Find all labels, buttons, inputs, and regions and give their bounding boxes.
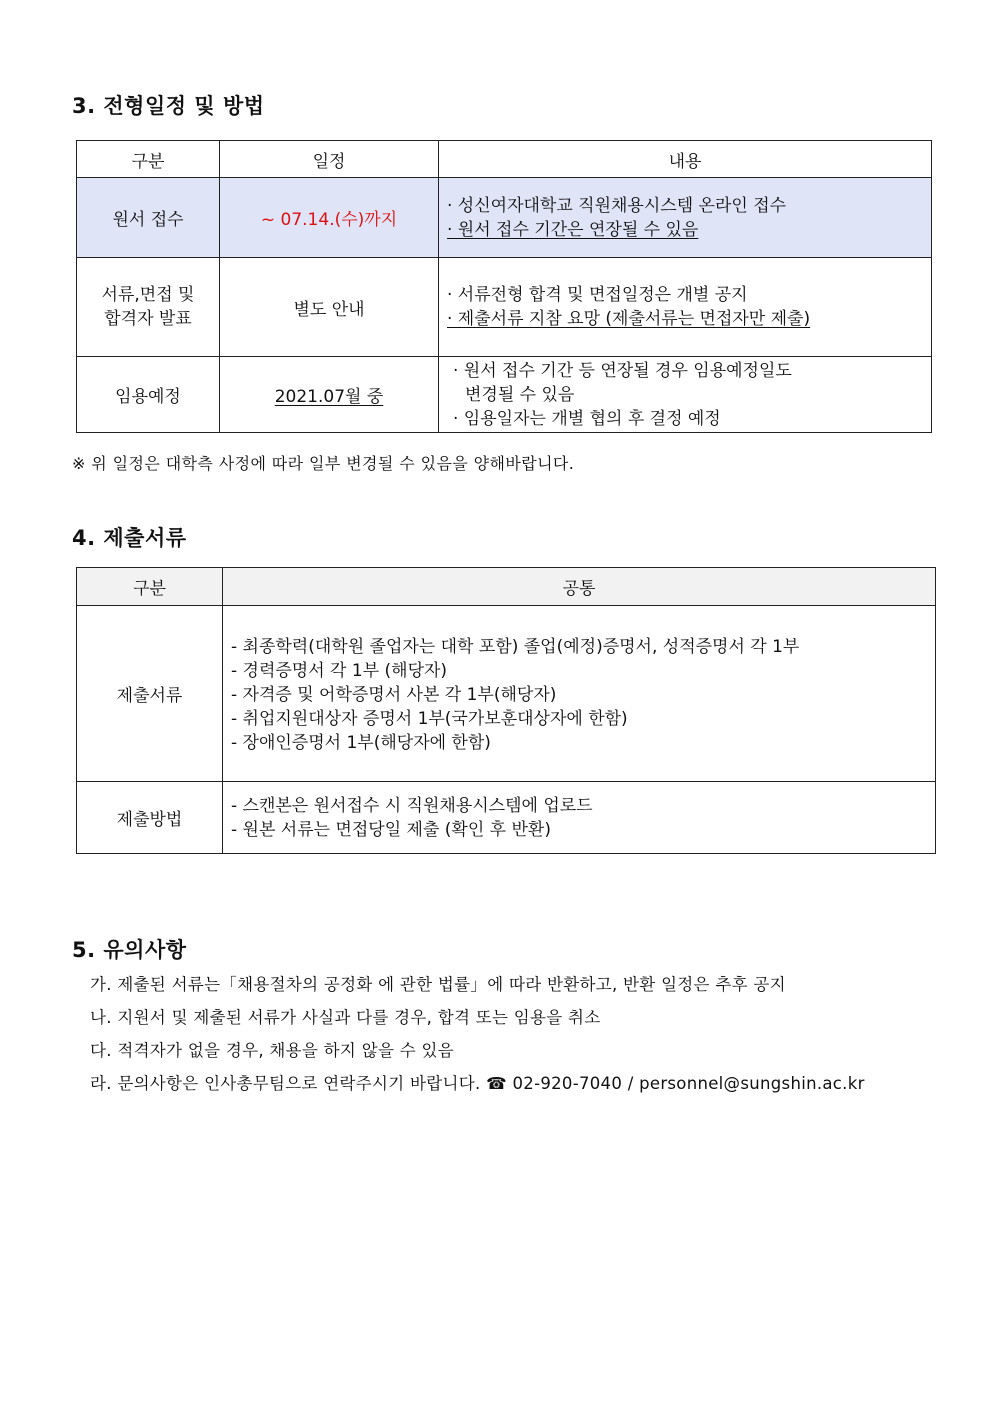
detail-line: · 임용일자는 개별 협의 후 결정 예정 (453, 408, 721, 429)
schedule-row-appointment (77, 357, 932, 433)
document-item: - 장애인증명서 1부(해당자에 한함) (231, 733, 491, 753)
detail-line: · 제출서류 지참 요망 (제출서류는 면접자만 제출) (447, 309, 811, 329)
detail-line: · 원서 접수 기간 등 연장될 경우 임용예정일도 (453, 360, 792, 381)
col-header-common: 공통 (223, 568, 936, 606)
caution-item: 가. 제출된 서류는「채용절차의 공정화 에 관한 법률」에 따라 반환하고, 반환 일정은 추후 공지 (90, 975, 786, 994)
row-category: 제출방법 (77, 782, 223, 854)
caution-item: 다. 적격자가 없을 경우, 채용을 하지 않을 수 있음 (90, 1041, 454, 1060)
document-item: - 경력증명서 각 1부 (해당자) (231, 661, 448, 681)
col-header-category: 구분 (77, 141, 220, 178)
detail-line: · 서류전형 합격 및 면접일정은 개별 공지 (447, 285, 748, 305)
row-details (439, 178, 932, 258)
row-category: 제출서류 (77, 606, 223, 782)
row-items (223, 606, 936, 782)
row-details (439, 357, 932, 433)
cautions-list (90, 975, 865, 1107)
document-item: - 원본 서류는 면접당일 제출 (확인 후 반환) (231, 819, 551, 840)
document-item: - 취업지원대상자 증명서 1부(국가보훈대상자에 한함) (231, 709, 628, 729)
row-schedule: 2021.07월 중 (220, 357, 439, 433)
row-items (223, 782, 936, 854)
schedule-row-announcement (77, 258, 932, 357)
section-3-title: 3. 전형일정 및 방법 (72, 94, 265, 118)
row-category: 임용예정 (77, 357, 220, 433)
schedule-header-row (77, 141, 932, 178)
detail-line: · 성신여자대학교 직원채용시스템 온라인 접수 (447, 195, 787, 216)
document-item: - 스캔본은 원서접수 시 직원채용시스템에 업로드 (231, 795, 593, 816)
documents-row-required (77, 606, 936, 782)
row-category (77, 258, 220, 357)
section-4-title: 4. 제출서류 (72, 526, 187, 550)
document-item: - 자격증 및 어학증명서 사본 각 1부(해당자) (231, 685, 557, 705)
col-header-category: 구분 (77, 568, 223, 606)
row-details (439, 258, 932, 357)
row-category: 원서 접수 (77, 178, 220, 258)
section-5-title: 5. 유의사항 (72, 938, 187, 962)
documents-row-method (77, 782, 936, 854)
row-schedule: 별도 안내 (220, 258, 439, 357)
col-header-details: 내용 (439, 141, 932, 178)
detail-line: · 원서 접수 기간은 연장될 수 있음 (447, 219, 699, 240)
caution-item: 라. 문의사항은 인사총무팀으로 연락주시기 바랍니다. ☎ 02-920-7040 / personnel@sungshin.ac.kr (90, 1074, 865, 1093)
col-header-schedule: 일정 (220, 141, 439, 178)
schedule-table (76, 140, 932, 433)
schedule-note: ※ 위 일정은 대학측 사정에 따라 일부 변경될 수 있음을 양해바랍니다. (72, 454, 575, 473)
documents-header-row (77, 568, 936, 606)
category-line: 서류,면접 및 (101, 285, 195, 305)
schedule-row-application (77, 178, 932, 258)
row-schedule: ~ 07.14.(수)까지 (220, 178, 439, 258)
category-line: 합격자 발표 (104, 309, 192, 329)
document-item: - 최종학력(대학원 졸업자는 대학 포함) 졸업(예정)증명서, 성적증명서 각 1부 (231, 637, 800, 657)
documents-table (76, 567, 936, 854)
caution-item: 나. 지원서 및 제출된 서류가 사실과 다를 경우, 합격 또는 임용을 취소 (90, 1008, 601, 1027)
detail-line: 변경될 수 있음 (465, 384, 575, 405)
